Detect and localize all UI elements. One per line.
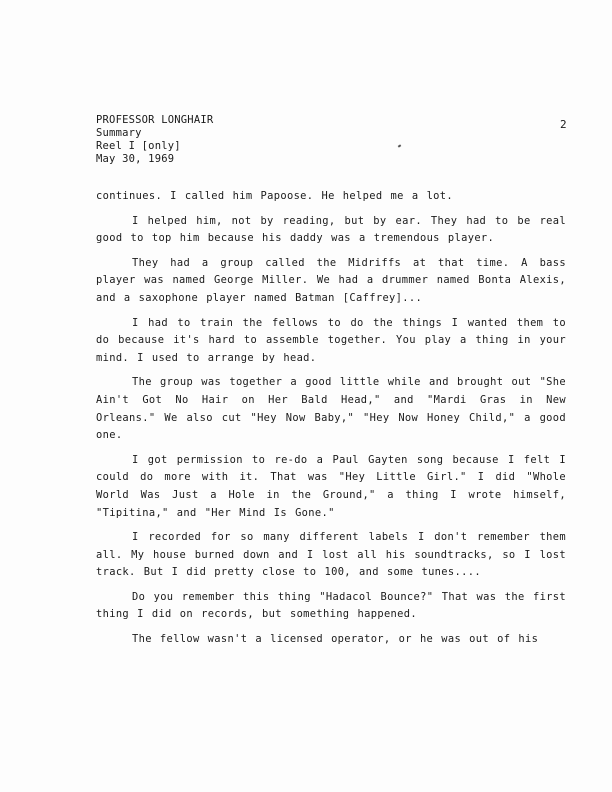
paragraph: I helped him, not by reading, but by ear. They had to be real good to top him because his daddy was a tremendous player. [96, 214, 566, 245]
paragraph: The fellow wasn't a licensed operator, or he was out of his [132, 633, 539, 646]
document-type: Summary [96, 127, 142, 139]
paragraph: Do you remember this thing "Hadacol Bounce?" That was the first thing I did on records, but something happened. [96, 590, 566, 621]
paragraph: continues. I called him Papoose. He helped me a lot. [96, 190, 453, 202]
interviewee-name: PROFESSOR LONGHAIR [96, 114, 214, 126]
paragraph: I had to train the fellows to do the things I wanted them to do because it's hard to assemble together. You play a thing in your mind. I used to arrange by head. [96, 316, 566, 364]
summary-body [96, 188, 566, 656]
scan-speck [398, 144, 402, 147]
page-number: 2 [560, 118, 567, 131]
paragraph: The group was together a good little while and brought out "She Ain't Got No Hair on Her Bald Head," and "Mardi Gras in New Orleans." We also cut "Hey Now Baby," "Hey Now Honey Child," a good one. [96, 376, 566, 442]
paragraph: I recorded for so many different labels I don't remember them all. My house burned down and I lost all his soundtracks, so I lost track. But I did pretty close to 100, and some tunes.... [96, 531, 566, 579]
reel-label: Reel I [only] [96, 140, 181, 152]
paragraph: I got permission to re-do a Paul Gayten song because I felt I could do more with it. That was "Hey Little Girl." I did "Whole World Was Just a Hole in the Ground," a thing I wrote himself, "Tipitina," and "Her Mind Is Gone." [96, 453, 566, 519]
document-header [96, 114, 213, 166]
paragraph: They had a group called the Midriffs at that time. A bass player was named George Miller. We had a drummer named Bonta Alexis, and a saxophone player named Batman [Caffrey]... [96, 256, 566, 304]
interview-date: May 30, 1969 [96, 153, 175, 165]
